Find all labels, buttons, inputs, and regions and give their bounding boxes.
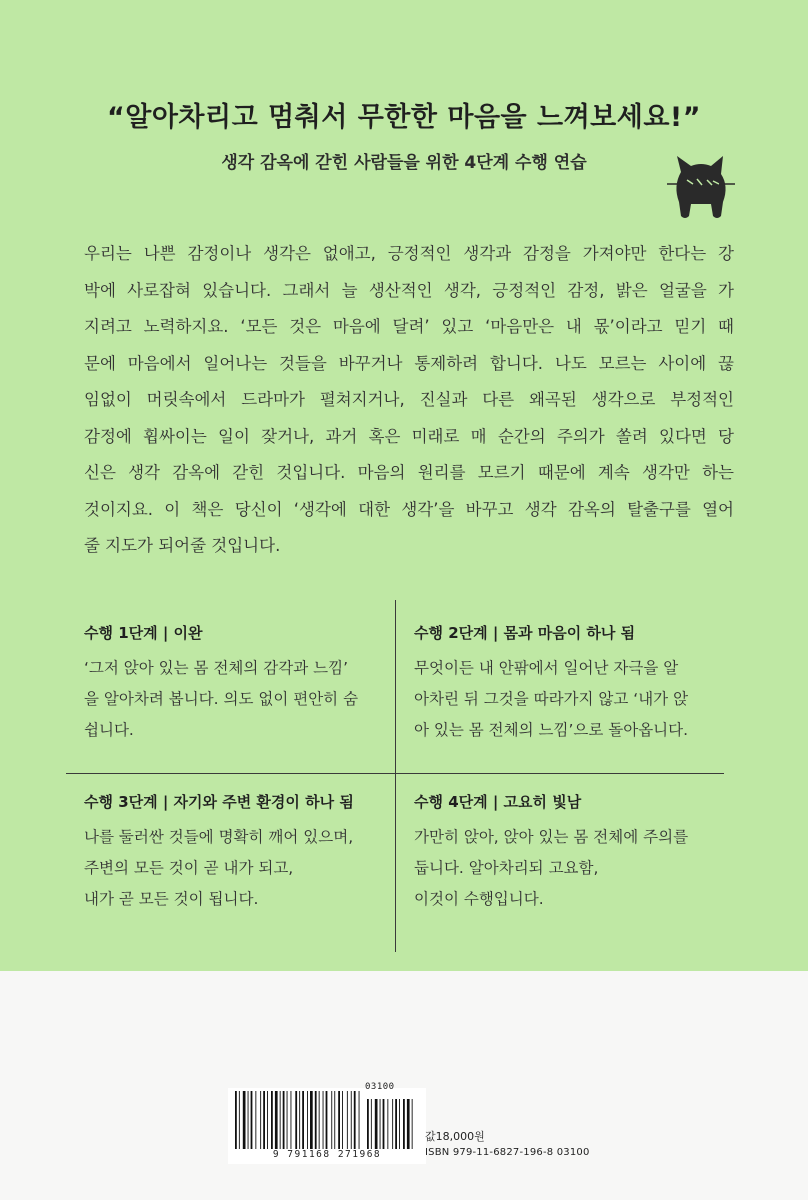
step-line: 가만히 앉아, 앉아 있는 몸 전체에 주의를 [414,828,689,846]
step-line: 주변의 모든 것이 곧 내가 되고, [84,859,294,877]
barcode-bar [338,1091,340,1149]
step-line: 나를 둘러싼 것들에 명확히 깨어 있으며, [84,828,354,846]
barcode-addon-bar [380,1099,381,1149]
barcode-bar [251,1091,253,1149]
barcode-bar [351,1091,352,1149]
intro-line: 감정에 휩싸이는 일이 잦거나, 과거 혹은 미래로 매 순간의 주의가 쏠려 있다면 당 [84,426,734,446]
step-line: 아 있는 몸 전체의 느낌’으로 돌아옵니다. [414,721,689,739]
barcode-addon-bar [371,1099,372,1149]
barcode-bar [323,1091,324,1149]
intro-paragraph [84,236,734,565]
barcode-addon-bar [395,1099,397,1149]
barcode-bar [271,1091,273,1149]
intro-line: 지려고 노력하지요. ‘모든 것은 마음에 달려’ 있고 ‘마음만은 내 몫’이라고 믿기 때 [84,317,734,336]
barcode-bar [248,1091,249,1149]
step-line: ‘그저 앉아 있는 몸 전체의 감각과 느낌’ [84,659,349,677]
step-line: 둡니다. 알아차리되 고요함, [414,859,599,877]
barcode-bar [334,1091,335,1149]
barcode [228,1088,426,1164]
barcode-bar [275,1091,278,1149]
barcode-bar [307,1091,308,1149]
barcode-bar [263,1091,265,1149]
intro-line: 우리는 나쁜 감정이나 생각은 없애고, 긍정적인 생각과 감정을 가져야만 한다는 강 [84,244,734,263]
barcode-bar [299,1091,300,1149]
barcode-addon-bar [403,1099,405,1149]
step-line: 내가 곧 모든 것이 됩니다. [84,890,259,908]
step-title: 수행 3단계 | 자기와 주변 환경이 하나 됨 [84,793,354,811]
grid-divider-vertical [395,607,396,947]
headline: “알아차리고 멈춰서 무한한 마음을 느껴보세요!” [107,102,701,133]
barcode-bar [302,1091,304,1149]
barcode-addon-bar [383,1099,385,1149]
isbn: ISBN 979-11-6827-196-8 03100 [425,1147,590,1158]
step-line: 무엇이든 내 안팎에서 일어난 자극을 알 [414,659,679,677]
step-text [84,822,384,915]
barcode-bar [235,1091,237,1149]
barcode-bar [342,1091,343,1149]
intro-line: 임없이 머릿속에서 드라마가 펼쳐지거나, 진실과 다른 왜곡된 생각으로 부정적인 [84,390,734,409]
step-2 [414,622,724,746]
barcode-bar [326,1091,328,1149]
barcode-bar [255,1091,256,1149]
barcode-bar [287,1091,288,1149]
intro-line: 것이지요. 이 책은 당신이 ‘생각에 대한 생각’을 바꾸고 생각 감옥의 탈출구를 열어 [84,499,734,519]
step-text [414,653,724,746]
price: 값18,000원 [425,1130,485,1143]
cat-illustration-icon [667,150,735,222]
barcode-bar [295,1091,297,1149]
subheadline: 생각 감옥에 갇힌 사람들을 위한 4단계 수행 연습 [221,153,587,173]
step-title: 수행 1단계 | 이완 [84,624,203,642]
barcode-addon: 03100 [365,1082,395,1092]
barcode-bar [359,1091,360,1149]
intro-line: 박에 사로잡혀 있습니다. 그래서 늘 생산적인 생각, 긍정적인 감정, 밝은 얼굴을 가 [84,280,734,300]
step-1 [84,622,384,746]
step-title: 수행 4단계 | 고요히 빛남 [414,793,582,811]
step-text [414,822,724,915]
intro-line: 문에 마음에서 일어나는 것들을 바꾸거나 통제하려 합니다. 나도 모르는 사이에 끊 [84,353,734,373]
step-line: 이것이 수행입니다. [414,890,544,908]
barcode-bar [310,1091,313,1149]
barcode-addon-bar [367,1099,369,1149]
barcode-addon-bar [399,1099,400,1149]
barcode-addon-bar [387,1099,388,1149]
barcode-bar [283,1091,285,1149]
intro-line: 신은 생각 감옥에 갇힌 것입니다. 마음의 원리를 모르기 때문에 계속 생각만 하는 [84,463,734,482]
barcode-addon-bar [392,1099,393,1149]
barcode-bar [331,1091,332,1149]
barcode-digits: 9 791168 271968 [272,1149,382,1160]
step-text [84,653,384,746]
step-4 [414,791,724,915]
step-line: 아차린 뒤 그것을 따라가지 않고 ‘내가 앉 [414,690,689,708]
step-line: 을 알아차려 봅니다. 의도 없이 편안히 숨 [84,690,359,708]
step-3 [84,791,384,915]
barcode-bar [267,1091,268,1149]
barcode-bar [260,1091,261,1149]
barcode-addon-bar [407,1099,410,1149]
intro-line: 줄 지도가 되어줄 것입니다. [84,536,281,555]
barcode-bars [235,1091,419,1149]
barcode-bar [319,1091,320,1149]
barcode-addon-bar [375,1099,378,1149]
barcode-addon-bar [412,1099,413,1149]
step-title: 수행 2단계 | 몸과 마음이 하나 됨 [414,624,636,642]
grid-divider-horizontal [66,773,724,774]
barcode-bar [347,1091,348,1149]
step-line: 쉽니다. [84,721,134,739]
barcode-bar [291,1091,292,1149]
barcode-bar [239,1091,240,1149]
barcode-bar [315,1091,317,1149]
barcode-bar [243,1091,246,1149]
grid-divider [395,940,396,952]
barcode-bar [354,1091,356,1149]
barcode-bar [280,1091,281,1149]
